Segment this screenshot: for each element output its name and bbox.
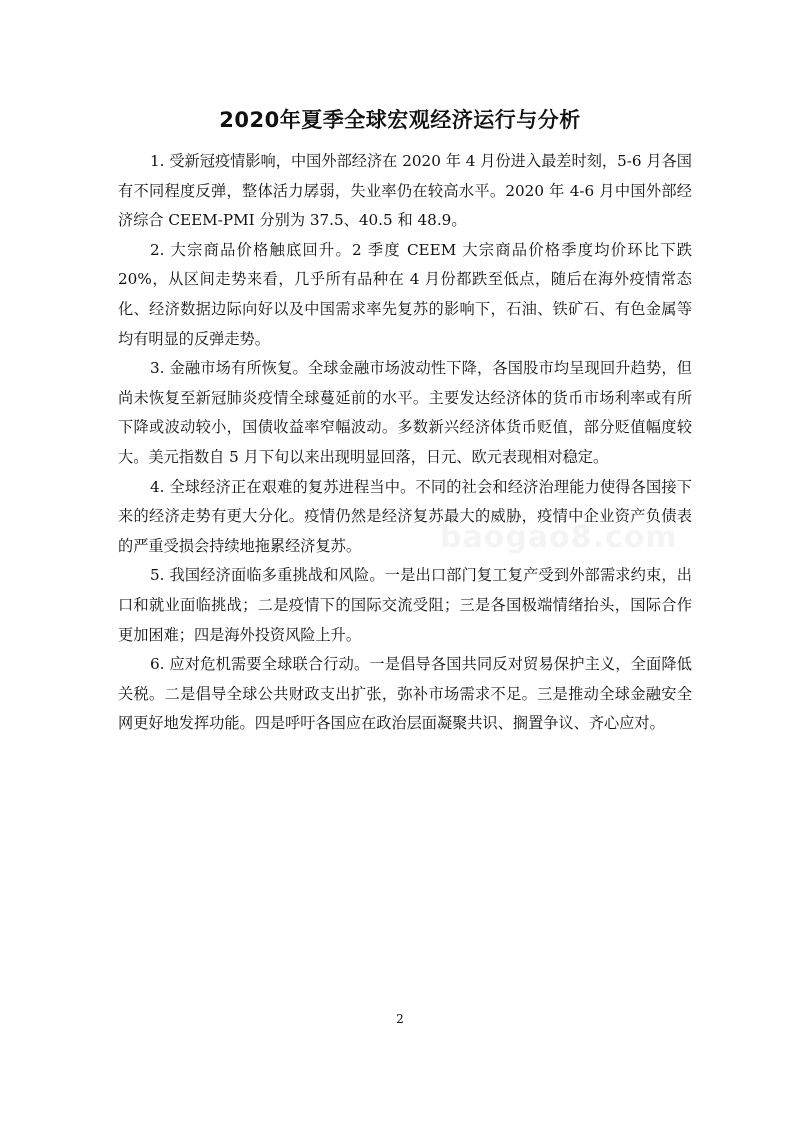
paragraph-4: 4. 全球经济正在艰难的复苏进程当中。不同的社会和经济治理能力使得各国接下来的经济走势有更大分化。疫情仍然是经济复苏最大的威胁，疫情中企业资产负债表的严重受损会持续地拖累经济复苏。 (118, 477, 692, 555)
page-number: 2 (396, 1012, 404, 1026)
watermark (440, 520, 620, 555)
document-title: 2020年夏季全球宏观经济运行与分析 (219, 108, 581, 132)
document-body (118, 147, 692, 739)
paragraph-6: 6. 应对危机需要全球联合行动。一是倡导各国共同反对贸易保护主义，全面降低关税。二是倡导全球公共财政支出扩张，弥补市场需求不足。三是推动全球金融安全网更好地发挥功能。四是呼吁各国应在政治层面凝聚共识、搁置争议、齐心应对。 (118, 655, 692, 733)
paragraph-1: 1. 受新冠疫情影响，中国外部经济在 2020 年 4 月份进入最差时刻，5-6 月各国有不同程度反弹，整体活力孱弱，失业率仍在较高水平。2020 年 4-6 月中国外部经济综合 CEEM-PMI 分别为 37.5、40.5 和 48.9。 (118, 152, 692, 230)
paragraph-3: 3. 金融市场有所恢复。全球金融市场波动性下降，各国股市均呈现回升趋势，但尚未恢复至新冠肺炎疫情全球蔓延前的水平。主要发达经济体的货币市场利率或有所下降或波动较小，国债收益率窄幅波动。多数新兴经济体货币贬值，部分贬值幅度较大。美元指数自 5 月下旬以来出现明显回落，日元、欧元表现相对稳定。 (118, 359, 692, 466)
paragraph-2: 2. 大宗商品价格触底回升。2 季度 CEEM 大宗商品价格季度均价环比下跌 20%，从区间走势来看，几乎所有品种在 4 月份都跌至低点，随后在海外疫情常态化、经济数据边际向好以及中国需求率先复苏的影响下，石油、铁矿石、有色金属等均有明显的反弹走势。 (118, 240, 692, 348)
paragraph-5: 5. 我国经济面临多重挑战和风险。一是出口部门复工复产受到外部需求约束，出口和就业面临挑战；二是疫情下的国际交流受阻；三是各国极端情绪抬头，国际合作更加困难；四是海外投资风险上升。 (118, 566, 692, 644)
